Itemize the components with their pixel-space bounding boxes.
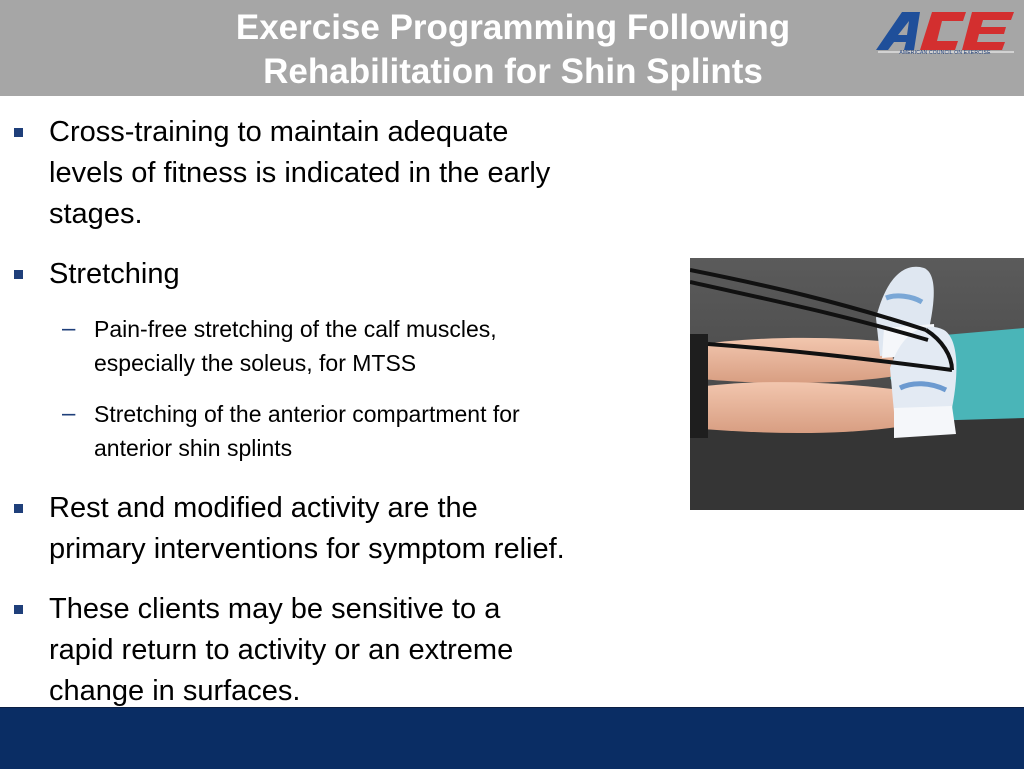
- bullet-square-icon: [14, 504, 23, 513]
- sub-bullet-dash-icon: –: [62, 400, 76, 427]
- bullet-square-icon: [14, 605, 23, 614]
- bullet-text-2: [49, 254, 679, 295]
- bullet-1-line-3: stages.: [49, 198, 143, 230]
- bullet-4-line-3: change in surfaces.: [49, 675, 301, 707]
- bullet-text-3: [49, 488, 679, 570]
- bullet-4-line-1: These clients may be sensitive to a: [49, 593, 501, 625]
- sub-bullet-2-line-1: Stretching of the anterior compartment for: [94, 401, 520, 427]
- slide-title: [180, 6, 846, 94]
- bullet-square-icon: [14, 128, 23, 137]
- bullet-text-4: [49, 589, 679, 712]
- bullet-1-line-1: Cross-training to maintain adequate: [49, 116, 509, 148]
- title-line-2: Rehabilitation for Shin Splints: [263, 52, 763, 91]
- sub-bullet-dash-icon: –: [62, 315, 76, 342]
- sub-bullet-1-line-2: especially the soleus, for MTSS: [94, 350, 417, 376]
- sub-bullet-2-line-2: anterior shin splints: [94, 435, 293, 461]
- slide-footer-bar: [0, 707, 1024, 769]
- bullet-4-line-2: rapid return to activity or an extreme: [49, 634, 514, 666]
- exercise-photo: [690, 258, 1024, 510]
- legs-with-resistance-band-image: [690, 258, 1024, 510]
- bullet-square-icon: [14, 270, 23, 279]
- sub-bullet-text-1: [94, 312, 654, 380]
- bullet-3-line-1: Rest and modified activity are the: [49, 492, 478, 524]
- sub-bullet-text-2: [94, 397, 654, 465]
- bullet-3-line-2: primary interventions for symptom relief.: [49, 533, 565, 565]
- title-line-1: Exercise Programming Following: [235, 8, 791, 47]
- ace-logo-tagline: AMERICAN COUNCIL ON EXERCISE: [899, 50, 991, 56]
- bullet-text-1: [49, 112, 679, 235]
- sub-bullet-1-line-1: Pain-free stretching of the calf muscles,: [94, 316, 497, 342]
- bullet-1-line-2: levels of fitness is indicated in the early: [49, 157, 551, 189]
- bullet-2-line-1: Stretching: [49, 258, 180, 290]
